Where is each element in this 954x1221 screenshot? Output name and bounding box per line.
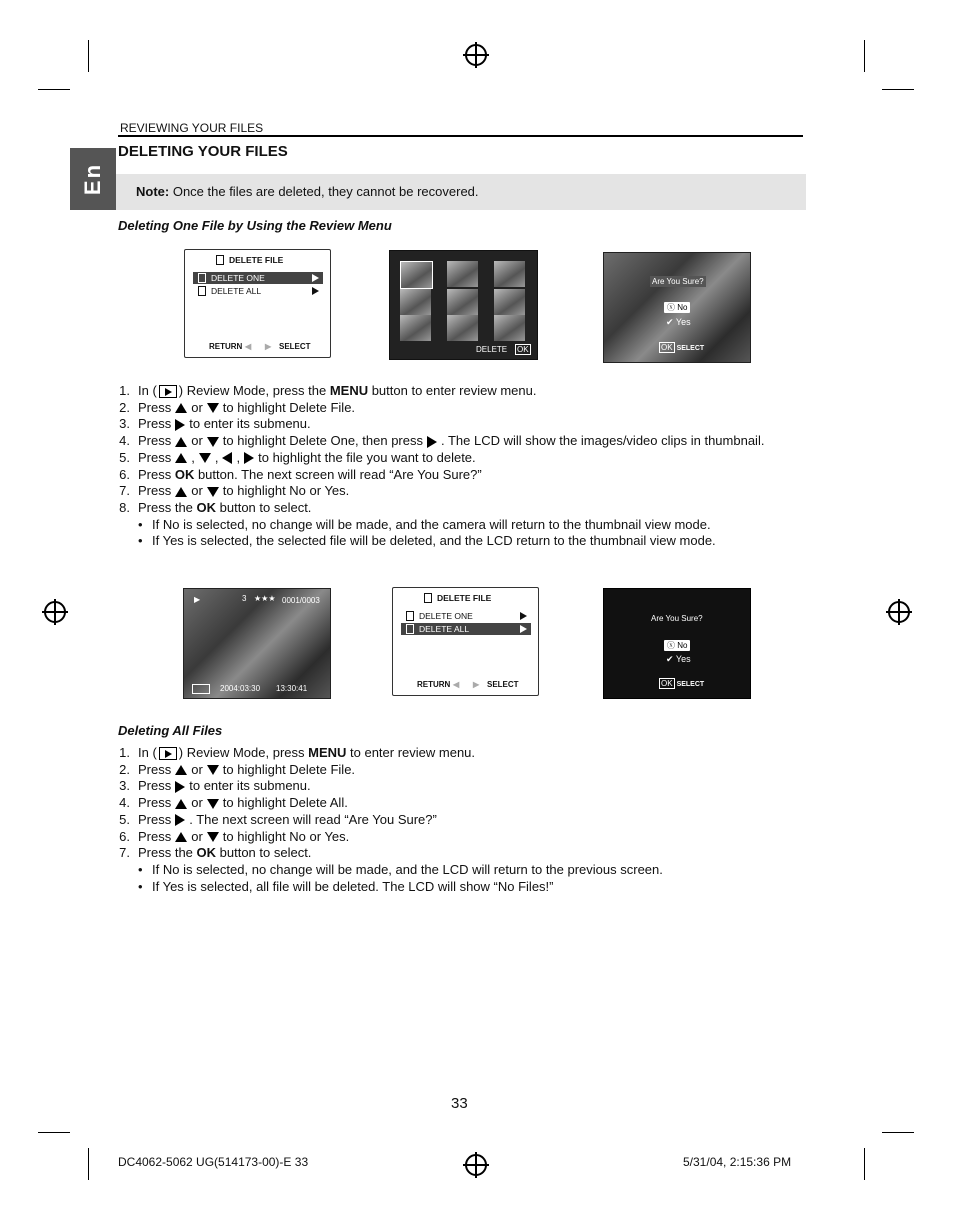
crop-mark	[864, 1148, 865, 1180]
lcd-option-no: ⓧ No	[664, 302, 690, 313]
lcd-return-label: RETURN	[209, 342, 243, 351]
lcd-quality: 3	[242, 594, 247, 603]
ok-icon: OK	[517, 345, 529, 354]
steps-delete-one	[108, 383, 768, 550]
lcd-are-you-sure: Are You Sure?	[652, 277, 704, 286]
step: 1. In ( ) Review Mode, press MENU to enter review menu.	[119, 745, 476, 760]
trash-icon	[424, 593, 432, 603]
step: 5. Press , , , to highlight the file you want to delete.	[119, 449, 476, 465]
arrow-down-icon	[199, 453, 211, 463]
lcd-playback-photo	[183, 588, 331, 699]
arrow-down-icon	[207, 437, 219, 447]
arrow-right-icon	[175, 419, 185, 431]
lcd-row-delete-one: DELETE ONE	[193, 272, 323, 284]
arrow-up-icon	[175, 453, 187, 463]
crop-mark	[38, 89, 70, 90]
lcd-option-yes: ✔ Yes	[666, 317, 691, 327]
ok-icon: OK	[661, 679, 673, 688]
lcd-row-delete-all: DELETE ALL	[193, 285, 323, 297]
bullet-item: • If No is selected, no change will be made, and the camera will return to the thumbnail view mode.	[138, 516, 711, 532]
trash-icon	[216, 255, 224, 265]
arrow-left-icon: ◀	[453, 680, 460, 689]
lcd-stars: ★★★	[254, 594, 276, 603]
bullet-item: • If Yes is selected, all file will be deleted. The LCD will show “No Files!”	[138, 878, 554, 894]
trash-icon	[198, 273, 206, 283]
registration-mark-icon	[44, 601, 66, 623]
play-icon: ▶	[194, 595, 201, 604]
arrow-right-icon	[175, 781, 185, 793]
arrow-right-icon	[244, 452, 254, 464]
lcd-counter: 0001/0003	[282, 596, 320, 605]
registration-mark-icon	[465, 44, 487, 66]
lcd-are-you-sure: Are You Sure?	[651, 614, 703, 623]
arrow-right-icon	[312, 274, 319, 282]
lcd-delete-label: DELETE	[476, 345, 508, 354]
thumbnail	[447, 261, 478, 287]
crop-mark	[88, 1148, 89, 1180]
language-tab: En	[70, 148, 116, 210]
arrow-down-icon	[207, 403, 219, 413]
step: 4. Press or to highlight Delete One, then press . The LCD will show the images/video clips in thumbnail.	[119, 433, 765, 449]
arrow-up-icon	[175, 799, 187, 809]
lcd-delete-menu-all	[392, 587, 539, 696]
crop-mark	[88, 40, 89, 72]
registration-mark-icon	[888, 601, 910, 623]
thumbnail	[400, 289, 431, 315]
lcd-confirm-photo: Are You Sure? ⓧ No ✔ Yes OK SELECT	[603, 252, 751, 363]
ok-icon: OK	[661, 343, 673, 352]
arrow-down-icon	[207, 487, 219, 497]
lcd-option-yes: ✔ Yes	[666, 654, 691, 664]
arrow-up-icon	[175, 403, 187, 413]
play-mode-icon	[159, 385, 177, 398]
steps-delete-all	[108, 745, 768, 895]
step: 2. Press or to highlight Delete File.	[119, 399, 356, 415]
thumbnail	[494, 261, 525, 287]
arrow-right-icon: ▶	[473, 680, 480, 689]
arrow-down-icon	[207, 832, 219, 842]
step: 6. Press OK button. The next screen will read “Are You Sure?”	[119, 466, 482, 482]
footer-left: DC4062-5062 UG(514173-00)-E 33	[118, 1155, 309, 1169]
step: 4. Press or to highlight Delete All.	[119, 795, 348, 811]
lcd-return-label: RETURN	[417, 680, 451, 689]
thumbnail	[494, 315, 525, 341]
arrow-right-icon	[520, 625, 527, 633]
arrow-up-icon	[175, 832, 187, 842]
section-label: REVIEWING YOUR FILES	[120, 121, 264, 135]
page-title: DELETING YOUR FILES	[118, 143, 288, 160]
lcd-delete-menu-one	[184, 249, 331, 358]
arrow-right-icon: ▶	[265, 342, 272, 351]
arrow-up-icon	[175, 487, 187, 497]
lcd-date: 2004:03:30	[220, 684, 261, 693]
bullet-item: • If Yes is selected, the selected file will be deleted, and the LCD return to the thumbnail view mode.	[138, 533, 716, 549]
registration-mark-icon	[465, 1154, 487, 1176]
arrow-right-icon	[520, 612, 527, 620]
bullet-item: • If No is selected, no change will be made, and the LCD will return to the previous screen.	[138, 861, 663, 877]
step: 6. Press or to highlight No or Yes.	[119, 828, 350, 844]
step: 3. Press to enter its submenu.	[119, 416, 311, 432]
battery-icon	[192, 684, 210, 694]
arrow-up-icon	[175, 437, 187, 447]
crop-mark	[882, 89, 914, 90]
arrow-down-icon	[207, 765, 219, 775]
subheading-delete-all: Deleting All Files	[118, 723, 223, 738]
thumbnail	[494, 289, 525, 315]
lcd-select-label: SELECT	[279, 342, 311, 351]
lcd-confirm-dark: Are You Sure? ⓧ No ✔ Yes OK SELECT	[603, 588, 751, 699]
arrow-left-icon	[222, 452, 232, 464]
lcd-row-delete-one: DELETE ONE	[401, 610, 531, 622]
thumbnail	[400, 315, 431, 341]
trash-icon	[198, 286, 206, 296]
step: 8. Press the OK button to select.	[119, 499, 312, 515]
step: 5. Press . The next screen will read “Are You Sure?”	[119, 811, 437, 827]
thumbnail	[447, 289, 478, 315]
lcd-menu-title: DELETE FILE	[229, 255, 284, 265]
lcd-select-label: SELECT	[487, 680, 519, 689]
lcd-time: 13:30:41	[276, 684, 308, 693]
crop-mark	[864, 40, 865, 72]
crop-mark	[882, 1132, 914, 1133]
crop-mark	[38, 1132, 70, 1133]
arrow-right-icon	[175, 814, 185, 826]
lcd-thumbnail-grid	[389, 250, 538, 360]
step: 3. Press to enter its submenu.	[119, 778, 311, 794]
thumbnail	[447, 315, 478, 341]
footer-right: 5/31/04, 2:15:36 PM	[683, 1155, 792, 1169]
subheading-delete-one: Deleting One File by Using the Review Menu	[118, 218, 392, 233]
header-rule	[118, 135, 803, 137]
arrow-right-icon	[312, 287, 319, 295]
lcd-option-no: ⓧ No	[664, 640, 690, 651]
arrow-right-icon	[427, 436, 437, 448]
page-number: 33	[451, 1095, 468, 1112]
thumbnail	[400, 261, 433, 289]
arrow-down-icon	[207, 799, 219, 809]
lcd-row-delete-all: DELETE ALL	[401, 623, 531, 635]
step: 7. Press or to highlight No or Yes.	[119, 483, 350, 499]
arrow-left-icon: ◀	[245, 342, 252, 351]
arrow-up-icon	[175, 765, 187, 775]
trash-icon	[406, 624, 414, 634]
play-mode-icon	[159, 747, 177, 760]
trash-icon	[406, 611, 414, 621]
step: 7. Press the OK button to select.	[119, 845, 312, 861]
step: 1. In ( ) Review Mode, press the MENU button to enter review menu.	[119, 383, 537, 398]
lcd-menu-title: DELETE FILE	[437, 593, 492, 603]
note-text: Note: Once the files are deleted, they cannot be recovered.	[136, 184, 479, 199]
step: 2. Press or to highlight Delete File.	[119, 761, 356, 777]
